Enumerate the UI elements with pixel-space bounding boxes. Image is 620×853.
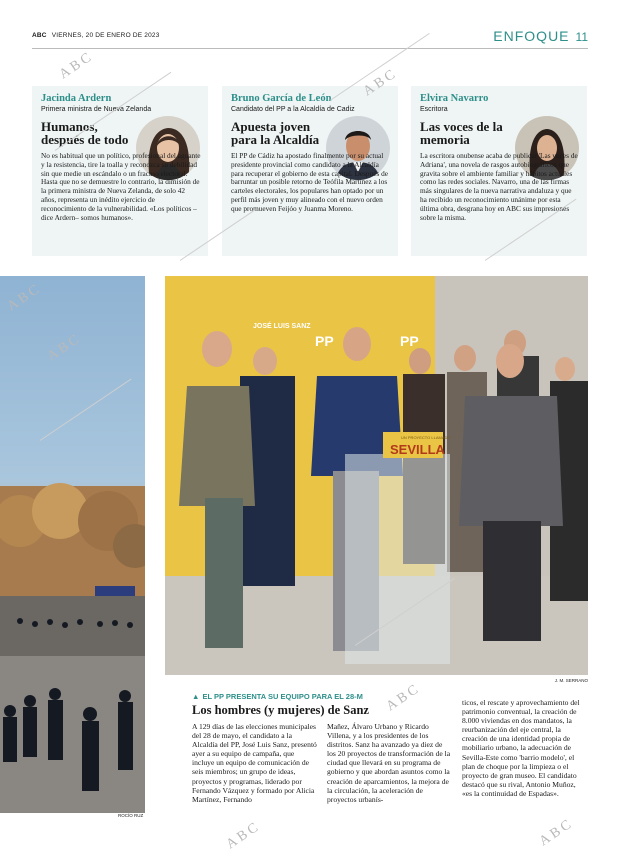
podium-sign: SEVILLA — [390, 442, 445, 457]
brand-label: ABC — [32, 32, 47, 39]
photo-credit-main: J. M. SERRANO — [554, 678, 588, 683]
header-rule — [32, 48, 588, 49]
card-role: Candidato del PP a la Alcaldía de Cadiz — [231, 106, 355, 113]
article-column-1: A 129 días de las elecciones municipales del 28 de mayo, el candidato a la Alcaldía del PP, José Luis Sanz, presentó ayer a su equipo de campaña, que incluye un equipo de comunicación de seis miembros; un grupo de ideas, proyectos y programas, liderado por Fernando Vázquez y formado por Alicia Martínez, Fernando — [192, 722, 317, 804]
profile-card-ardern — [32, 86, 208, 256]
article-kicker: ▲ EL PP PRESENTA SU EQUIPO PARA EL 28-M — [192, 692, 363, 701]
watermark: ABC — [383, 680, 424, 715]
watermark: ABC — [44, 330, 85, 365]
page-number: 11 — [575, 30, 588, 44]
watermark: ABC — [56, 48, 97, 83]
header-left — [32, 32, 160, 39]
watermark: ABC — [223, 818, 264, 853]
card-body: No es habitual que un político, profesional del aguante y la resistencia, tire la toalla y reconozca su debilidad sin que medie un escándalo o un fracaso electoral. Hasta que no se demuestre lo contrario, la dimisión de la primera ministra de Nueva Zelanda, de solo 42 años, representa un inédito ejercicio de reconocimiento de la vulnerabilidad. «Los políticos –dice Ardern– somos humanos». — [41, 151, 201, 222]
section-title: ENFOQUE — [493, 28, 570, 44]
issue-date: VIERNES, 20 DE ENERO DE 2023 — [51, 32, 160, 39]
card-body: El PP de Cádiz ha apostado finalmente por su actual presidente provincial como candidato a la Alcaldía para recuperar el gobierno de esta capital. Después de barruntar un posible retorno de Teófila Martínez a los carteles electorales, los populares han optado por un perfil más joven y muy alineado con el nuevo orden que promueven Feijóo y Juanma Moreno. — [231, 151, 389, 213]
card-headline: Humanos, después de todo — [41, 119, 129, 147]
card-body: La escritora onubense acaba de publicar 'Las voces de Adriana', una novela de rasgos autobiográficos que gravita sobre el ambiente familiar y hábitos actuales como las redes sociales. Navarro, una de las firmas más singulares de la nueva narrativa andaluza y que ha recibido un reconocimiento unánime por esta última obra, desgrana hoy en ABC sus impresiones sobre la misma. — [420, 151, 578, 222]
watermark: ABC — [360, 65, 401, 100]
banner-logo-1: PP — [315, 333, 334, 349]
card-role: Primera ministra de Nueva Zelanda — [41, 106, 152, 113]
watermark: ABC — [4, 280, 45, 315]
card-headline: Apuesta joven para la Alcaldía — [231, 119, 320, 147]
parade-photo — [0, 276, 145, 813]
article-column-2: Mañez, Álvaro Urbano y Ricardo Villena, y a los presidentes de los distritos. Sanz ha avanzado ya diez de los 20 proyectos de transformación de la ciudad que llevará en su programa de gobierno y que abordan asuntos como la creación de aparcamientos, la mejora de la circulación, la aceleración de proyectos urbanís- — [327, 722, 451, 804]
profile-card-navarro — [411, 86, 587, 256]
profile-card-garcia — [222, 86, 398, 256]
triangle-icon: ▲ — [192, 692, 200, 701]
card-headline: Las voces de la memoria — [420, 119, 503, 147]
header-right — [493, 28, 588, 46]
watermark: ABC — [536, 815, 577, 850]
card-name: Jacinda Ardern — [41, 93, 112, 104]
photo-credit-left: ROCÍO RUZ — [118, 813, 144, 818]
card-name: Elvira Navarro — [420, 93, 489, 104]
banner-logo-2: PP — [400, 333, 419, 349]
article-column-3: ticos, el rescate y aprovechamiento del patrimonio conventual, la creación de 8.000 viviendas en dos mandatos, la reurbanización del eje central, la creación de una identidad propia de mobiliario urbano, la adecuación de Sevilla-Este como 'barrio modelo', el plan de choque por la limpieza o el proyecto de gran museo. El candidato destacó que su rival, Antonio Muñoz, «es la continuidad de Espadas». — [462, 698, 580, 798]
page-header — [32, 28, 588, 50]
banner-name-small: JOSÉ LUIS SANZ — [253, 323, 311, 330]
article-headline: Los hombres (y mujeres) de Sanz — [192, 703, 369, 717]
press-conference-photo — [165, 276, 588, 675]
card-role: Escritora — [420, 106, 448, 113]
card-name: Bruno García de León — [231, 93, 332, 104]
podium-subtitle: UN PROYECTO LLAMADO — [401, 435, 451, 440]
